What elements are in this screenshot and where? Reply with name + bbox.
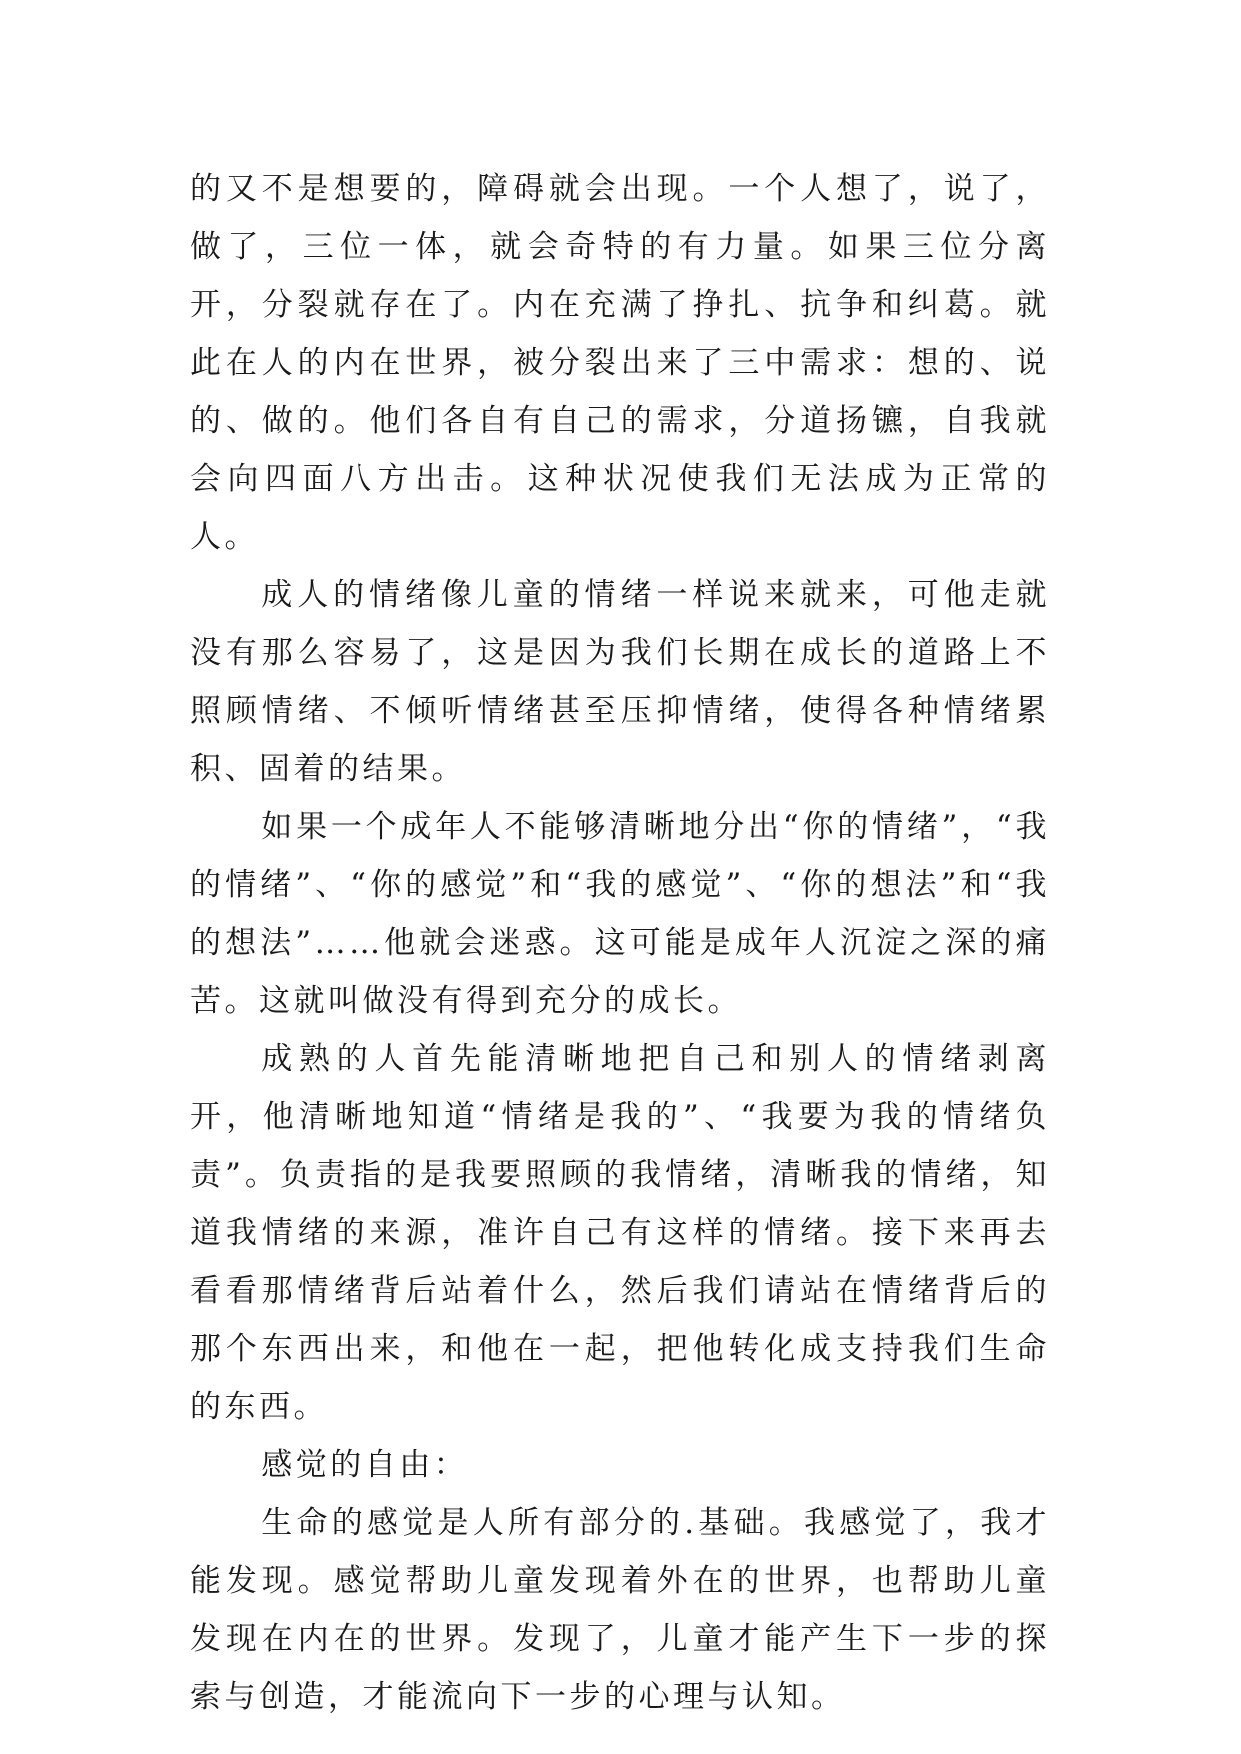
section-heading-feeling-freedom: 感觉的自由： <box>261 1447 469 1483</box>
paragraph-1: 的又不是想要的，障碍就会出现。一个人想了，说了，做了，三位一体，就会奇特的有力量。如果三位分离开，分裂就存在了。内在充满了挣扎、抗争和纠葛。就此在人的内在世界，被分裂出来了三中需求：想的、说的、做的。他们各自有自己的需求，分道扬镳，自我就会向四面八方出击。这种状况使我们无法成为正常的人。 <box>190 171 1050 555</box>
paragraph-3: 如果一个成年人不能够清晰地分出“你的情绪”，“我的情绪”、“你的感觉”和“我的感觉”、“你的想法”和“我的想法”……他就会迷惑。这可能是成年人沉淀之深的痛苦。这就叫做没有得到充分的成长。 <box>190 809 1050 1019</box>
paragraph-2: 成人的情绪像儿童的情绪一样说来就来，可他走就没有那么容易了，这是因为我们长期在成长的道路上不照顾情绪、不倾听情绪甚至压抑情绪，使得各种情绪累积、固着的结果。 <box>190 577 1050 787</box>
paragraph-6: 生命的感觉是人所有部分的.基础。我感觉了，我才能发现。感觉帮助儿童发现着外在的世界，也帮助儿童发现在内在的世界。发现了，儿童才能产生下一步的探索与创造，才能流向下一步的心理与认知。 <box>190 1505 1050 1715</box>
paragraph-4: 成熟的人首先能清晰地把自己和别人的情绪剥离开，他清晰地知道“情绪是我的”、“我要为我的情绪负责”。负责指的是我要照顾的我情绪，清晰我的情绪，知道我情绪的来源，准许自己有这样的情绪。接下来再去看看那情绪背后站着什么，然后我们请站在情绪背后的那个东西出来，和他在一起，把他转化成支持我们生命的东西。 <box>190 1041 1050 1425</box>
document-body <box>190 160 1050 1726</box>
